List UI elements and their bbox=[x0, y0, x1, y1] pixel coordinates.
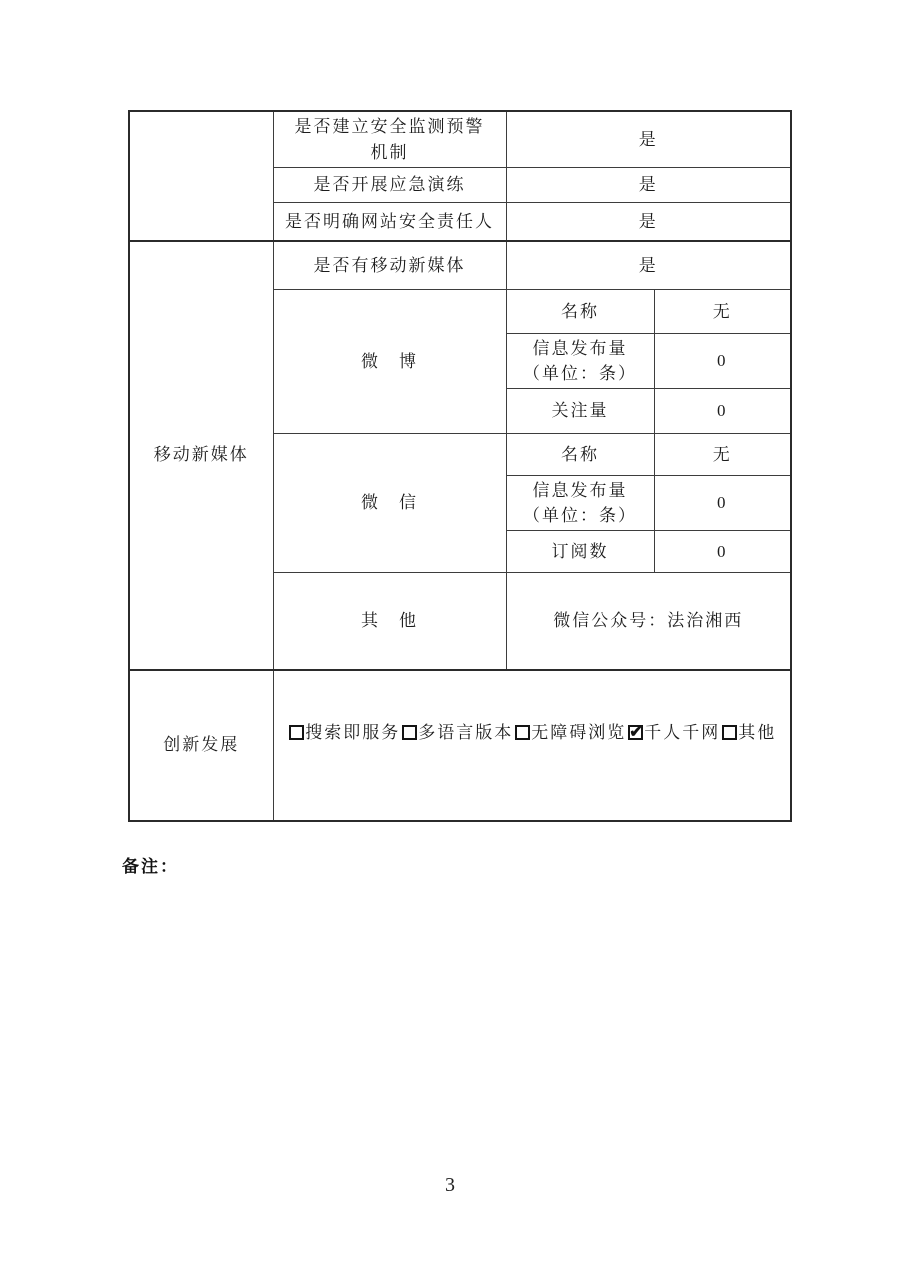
checkbox-label: 多语言版本 bbox=[418, 723, 514, 743]
checkbox-label: 千人千网 bbox=[644, 723, 721, 743]
metric-value: 0 bbox=[654, 389, 791, 434]
metric-label-line2: （单位：条） bbox=[523, 364, 637, 383]
answer-value: 是 bbox=[506, 168, 791, 203]
checkbox-icon bbox=[402, 725, 417, 740]
checkbox-label: 无障碍浏览 bbox=[531, 723, 627, 743]
group-label-wechat: 微 信 bbox=[273, 434, 506, 573]
question-label bbox=[273, 111, 506, 168]
metric-value: 无 bbox=[654, 290, 791, 334]
group-label-weibo: 微 博 bbox=[273, 290, 506, 434]
question-label: 是否有移动新媒体 bbox=[273, 241, 506, 290]
table-row bbox=[129, 670, 791, 821]
question-label: 是否明确网站安全责任人 bbox=[273, 203, 506, 241]
group-label-other: 其 他 bbox=[273, 573, 506, 670]
metric-label: 关注量 bbox=[506, 389, 654, 434]
section-label-mobile-media: 移动新媒体 bbox=[129, 241, 273, 670]
metric-label: 名称 bbox=[506, 290, 654, 334]
report-table-container bbox=[128, 110, 792, 822]
answer-value: 是 bbox=[506, 203, 791, 241]
checkbox-label: 搜索即服务 bbox=[305, 723, 401, 743]
innovation-option bbox=[720, 723, 776, 742]
metric-label-line1: 信息发布量 bbox=[532, 481, 628, 500]
metric-value: 无 bbox=[654, 434, 791, 476]
section-label-innovation: 创新发展 bbox=[129, 670, 273, 821]
page-number: 3 bbox=[445, 1174, 455, 1196]
question-label: 是否开展应急演练 bbox=[273, 168, 506, 203]
metric-label: 订阅数 bbox=[506, 531, 654, 573]
innovation-option bbox=[287, 723, 400, 742]
section-label-empty bbox=[129, 111, 273, 241]
answer-value: 是 bbox=[506, 241, 791, 290]
checkbox-label: 其他 bbox=[738, 723, 777, 743]
innovation-option bbox=[626, 723, 720, 742]
checkbox-icon bbox=[289, 725, 304, 740]
metric-label-line1: 信息发布量 bbox=[532, 339, 628, 358]
table-row bbox=[129, 241, 791, 290]
checkbox-icon bbox=[515, 725, 530, 740]
metric-label bbox=[506, 476, 654, 531]
other-value: 微信公众号：法治湘西 bbox=[506, 573, 791, 670]
checkbox-icon bbox=[722, 725, 737, 740]
metric-label-line2: （单位：条） bbox=[523, 506, 637, 525]
table-row bbox=[129, 111, 791, 168]
innovation-options-cell bbox=[273, 670, 791, 821]
metric-value: 0 bbox=[654, 531, 791, 573]
innovation-option bbox=[400, 723, 513, 742]
metric-label bbox=[506, 334, 654, 389]
checkbox-icon bbox=[628, 725, 643, 740]
metric-label: 名称 bbox=[506, 434, 654, 476]
report-table bbox=[128, 110, 792, 822]
question-label-text: 是否建立安全监测预警机制 bbox=[294, 117, 485, 162]
notes-label: 备注： bbox=[122, 857, 179, 876]
metric-value: 0 bbox=[654, 476, 791, 531]
innovation-option bbox=[513, 723, 626, 742]
metric-value: 0 bbox=[654, 334, 791, 389]
answer-value: 是 bbox=[506, 111, 791, 168]
